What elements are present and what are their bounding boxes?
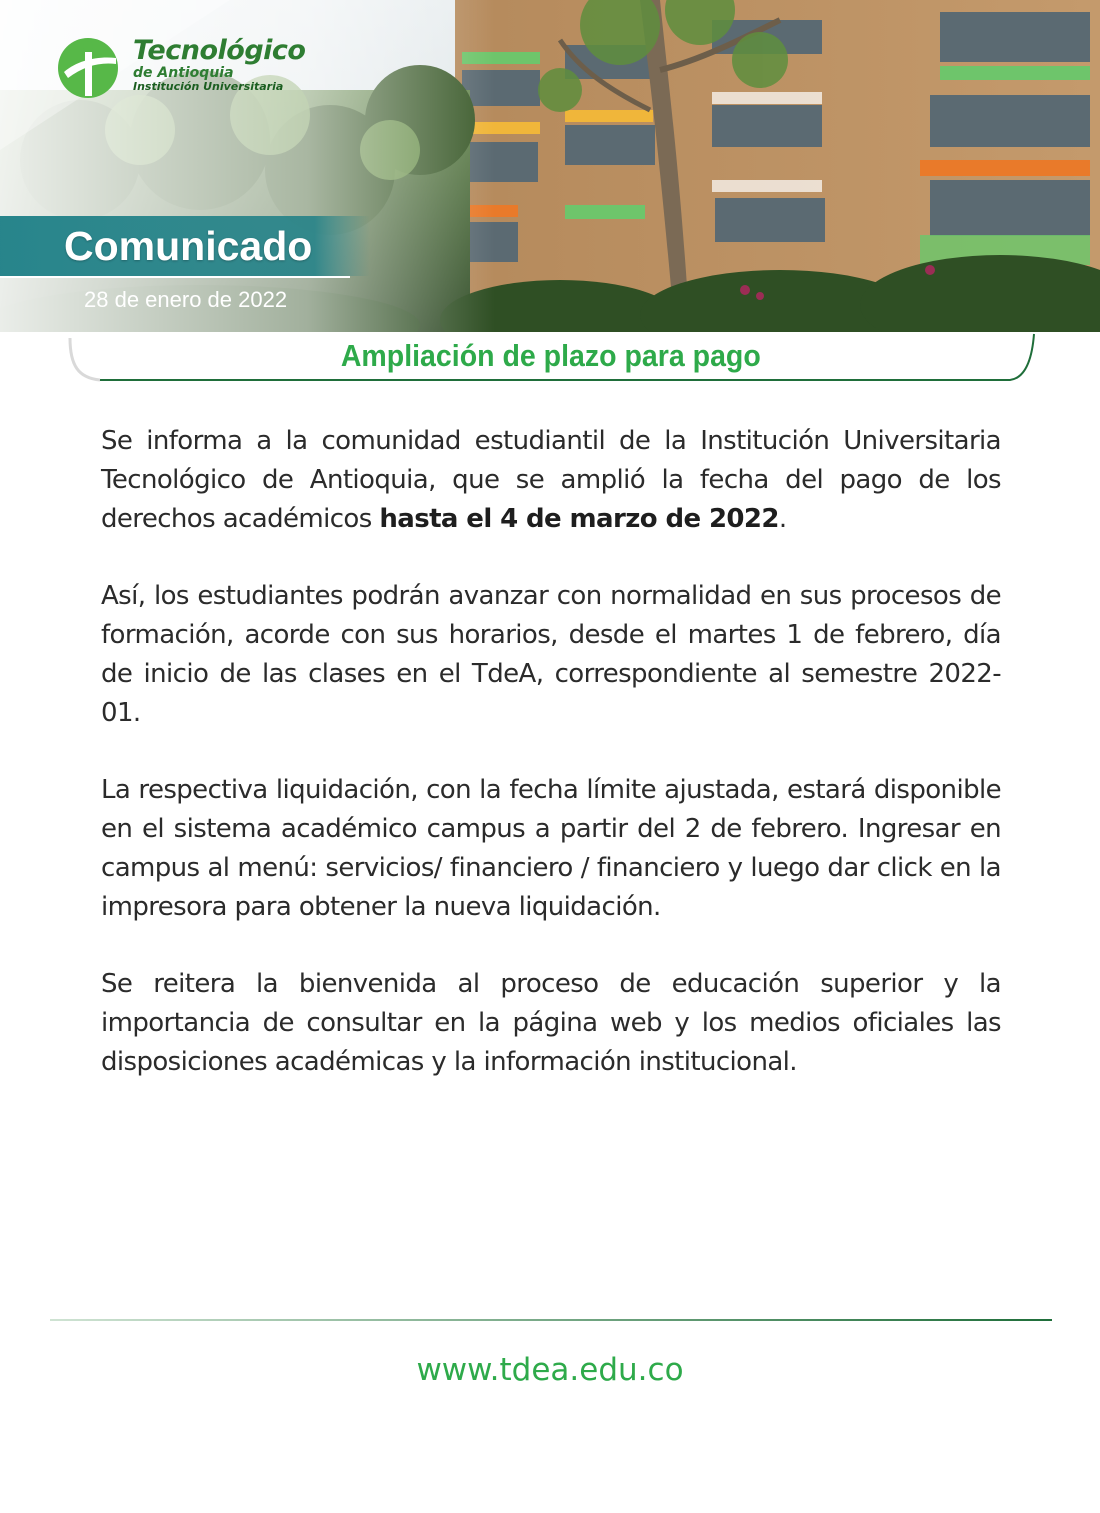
paragraph-4: Se reitera la bienvenida al proceso de educación superior y la importancia de consultar en la página web y los medios oficiales las disposiciones académicas y la información institucional. (101, 969, 1001, 1077)
deadline-highlight: hasta el 4 de marzo de 2022 (379, 503, 779, 534)
communique-body (101, 422, 1001, 1120)
institution-logo (58, 36, 358, 100)
communique-title: Ampliación de plazo para pago (340, 338, 761, 373)
website-link[interactable]: www.tdea.edu.co (416, 1352, 684, 1388)
paragraph-1: Se informa a la comunidad estudiantil de la Institución Universitaria Tecnológico de Antioquia, que se amplió la fecha del pago de los derechos académicos hasta el 4 de marzo de 2022. (101, 426, 1001, 534)
communique-label: Comunicado (64, 223, 313, 269)
header-banner (0, 0, 1100, 332)
footer-divider (50, 1319, 1052, 1322)
paragraph-2: Así, los estudiantes podrán avanzar con normalidad en sus procesos de formación, acorde con sus horarios, desde el martes 1 de febrero, día de inicio de las clases en el TdeA, correspondiente al semestre 2022-01. (101, 581, 1001, 728)
paragraph-3: La respectiva liquidación, con la fecha límite ajustada, estará disponible en el sistema académico campus a partir del 2 de febrero. Ingresar en campus al menú: servicios/ financiero / financiero y luego dar click en la impresora para obtener la nueva liquidación. (101, 775, 1001, 922)
logo-subname: de Antioquia (133, 65, 234, 81)
logo-name: Tecnológico (133, 35, 306, 66)
logo-tagline: Institución Universitaria (133, 80, 284, 93)
communique-date: 28 de enero de 2022 (84, 287, 288, 312)
